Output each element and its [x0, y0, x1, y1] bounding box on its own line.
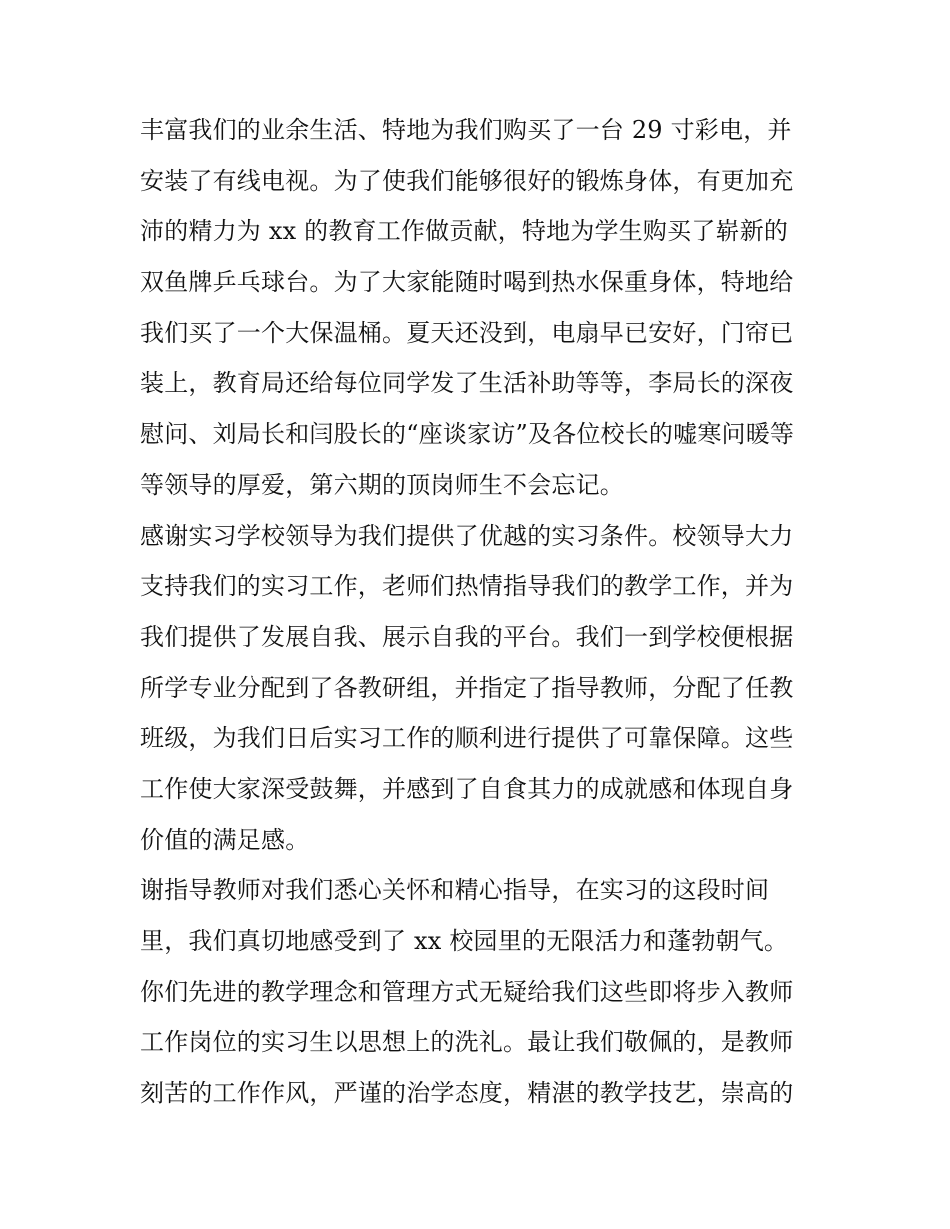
text-line: 刻苦的工作作风，严谨的治学态度，精湛的教学技艺，崇高的	[140, 1079, 794, 1108]
document-body	[140, 105, 820, 1119]
text-line: 沛的精力为 xx 的教育工作做贡献，特地为学生购买了崭新的	[140, 217, 789, 246]
text-line: 慰问、刘局长和闫股长的“座谈家访”及各位校长的嘘寒问暖等	[140, 420, 795, 449]
text-line: 所学专业分配到了各教研组，并指定了指导教师，分配了任教	[140, 673, 794, 702]
text-line: 里，我们真切地感受到了 xx 校园里的无限活力和蓬勃朝气。	[140, 927, 789, 955]
text-line: 你们先进的教学理念和管理方式无疑给我们这些即将步入教师	[140, 977, 794, 1006]
text-line: 谢指导教师对我们悉心关怀和精心指导，在实习的这段时间	[140, 876, 770, 905]
text-line: 安装了有线电视。为了使我们能够很好的锻炼身体，有更加充	[140, 166, 794, 195]
text-line: 丰富我们的业余生活、特地为我们购买了一台 29 寸彩电，并	[140, 116, 792, 144]
text-line: 工作使大家深受鼓舞，并感到了自食其力的成就感和体现自身	[140, 774, 794, 803]
text-line: 装上，教育局还给每位同学发了生活补助等等，李局长的深夜	[140, 369, 794, 398]
text-line: 班级，为我们日后实习工作的顺利进行提供了可靠保障。这些	[140, 724, 794, 753]
text-line: 我们提供了发展自我、展示自我的平台。我们一到学校便根据	[140, 622, 794, 651]
text-line: 感谢实习学校领导为我们提供了优越的实习条件。校领导大力	[140, 521, 794, 550]
text-line: 我们买了一个大保温桶。夏天还没到，电扇早已安好，门帘已	[140, 318, 794, 347]
text-line: 支持我们的实习工作，老师们热情指导我们的教学工作，并为	[140, 572, 794, 601]
text-line: 等领导的厚爱，第六期的顶岗师生不会忘记。	[140, 470, 624, 499]
text-line: 价值的满足感。	[140, 825, 310, 854]
text-line: 双鱼牌乒乓球台。为了大家能随时喝到热水保重身体，特地给	[140, 268, 794, 297]
text-line: 工作岗位的实习生以思想上的洗礼。最让我们敬佩的，是教师	[140, 1028, 794, 1057]
